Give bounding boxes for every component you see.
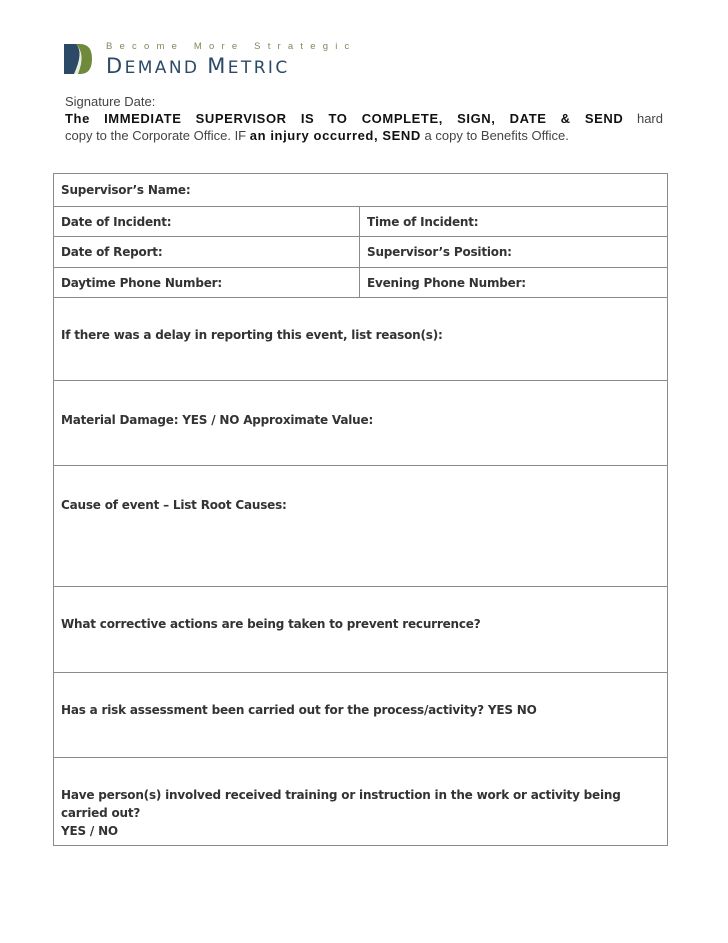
logo-tagline: Become More Strategic: [106, 41, 357, 52]
cause-of-event-section[interactable]: [54, 466, 667, 587]
corrective-actions-section[interactable]: [54, 587, 667, 673]
signature-date-label: Signature Date:: [65, 94, 156, 109]
material-damage-section[interactable]: [54, 381, 667, 466]
instruction-hard-text: hard: [636, 111, 663, 126]
training-yes-no-text: YES / NO: [61, 824, 118, 838]
risk-assessment-label: Has a risk assessment been carried out for the process/activity? YES NO: [61, 703, 537, 717]
instruction-bold-text: The IMMEDIATE SUPERVISOR IS TO COMPLETE, SIGN, DATE & SEND: [65, 111, 624, 126]
report-date-position-row: [54, 237, 667, 268]
instructions: [65, 93, 663, 144]
instruction-line-2: [65, 127, 663, 144]
instruction-text-c: a copy to Benefits Office.: [420, 128, 569, 143]
logo-name: DEMAND METRIC: [106, 54, 290, 78]
training-question-label: [61, 786, 660, 840]
incident-date-time-row: [54, 207, 667, 237]
demand-metric-logo: [62, 38, 362, 78]
supervisor-name-row: [54, 174, 667, 207]
time-of-incident-field[interactable]: Time of Incident:: [367, 214, 479, 229]
phone-numbers-row: [54, 268, 667, 298]
cause-of-event-label: Cause of event – List Root Causes:: [61, 498, 287, 512]
training-section[interactable]: [54, 758, 667, 847]
incident-report-form: [53, 173, 668, 846]
evening-phone-field[interactable]: Evening Phone Number:: [367, 275, 526, 290]
training-question-text: Have person(s) involved received training or instruction in the work or activity being carried out?: [61, 788, 621, 820]
date-of-incident-field[interactable]: Date of Incident:: [54, 207, 360, 236]
delay-reason-section[interactable]: [54, 298, 667, 381]
supervisor-position-field[interactable]: Supervisor’s Position:: [367, 245, 512, 259]
risk-assessment-section[interactable]: [54, 673, 667, 758]
supervisor-name-field[interactable]: Supervisor’s Name:: [61, 183, 191, 197]
delay-reason-label: If there was a delay in reporting this event, list reason(s):: [61, 328, 443, 342]
daytime-phone-field[interactable]: Daytime Phone Number:: [54, 268, 360, 297]
material-damage-label: Material Damage: YES / NO Approximate Value:: [61, 413, 374, 427]
date-of-report-field[interactable]: Date of Report:: [54, 237, 360, 267]
corrective-actions-label: What corrective actions are being taken to prevent recurrence?: [61, 617, 481, 631]
instruction-text-b: an injury occurred, SEND: [249, 128, 421, 143]
demand-metric-logo-mark-icon: [62, 42, 96, 76]
instruction-line-1: [65, 110, 663, 127]
instruction-text-a: copy to the Corporate Office. IF: [65, 128, 250, 143]
